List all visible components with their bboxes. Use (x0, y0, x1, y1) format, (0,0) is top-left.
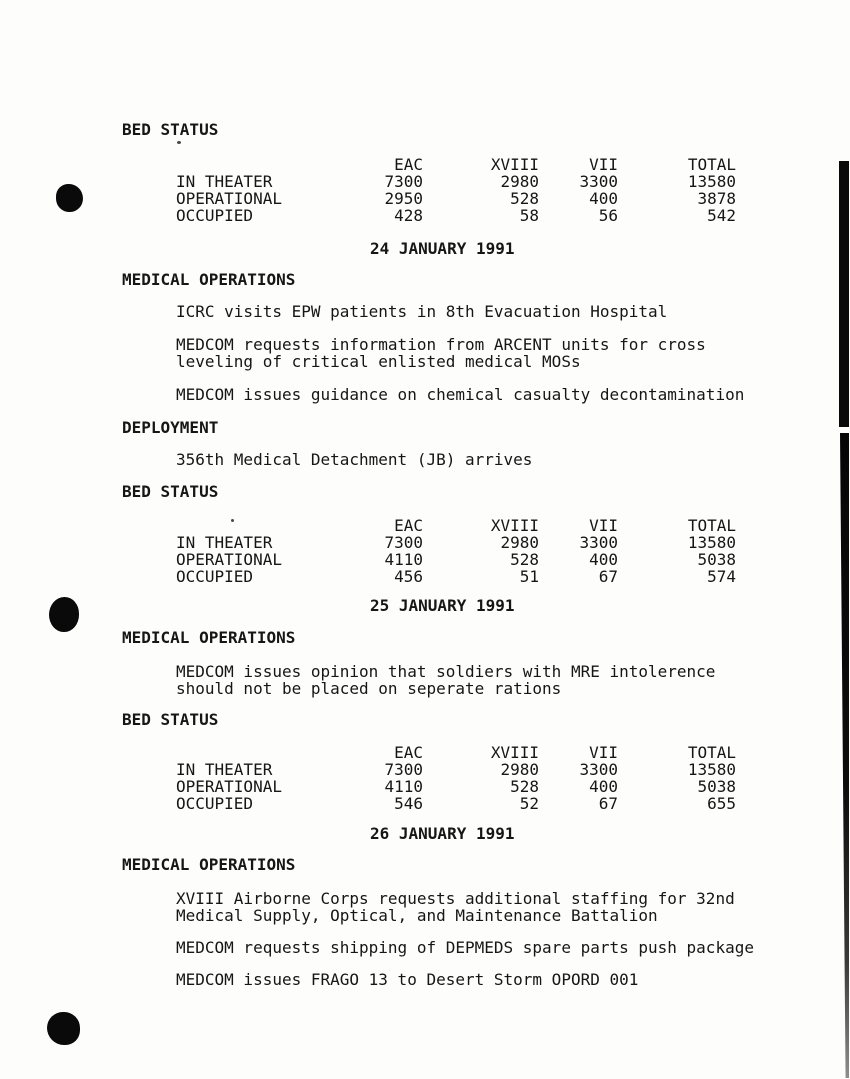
bed-status-row-label (176, 744, 321, 761)
bed-status-value: 58 (519, 206, 539, 225)
bed-status-heading: BED STATUS (122, 482, 219, 501)
bed-status-column-header: EAC (394, 516, 423, 535)
bed-status-value: 4110 (384, 777, 423, 796)
entry-line: MEDCOM requests shipping of DEPMEDS spare parts push package (176, 938, 754, 957)
bed-status-value: 7300 (384, 533, 423, 552)
bed-status-value: 655 (707, 794, 736, 813)
bed-status-header-row (176, 744, 736, 761)
hole-punch-mark (49, 597, 79, 632)
bed-status-column-header: VII (589, 155, 618, 174)
bed-status-heading: BED STATUS (122, 710, 219, 729)
bed-status-value: 5038 (697, 550, 736, 569)
bed-status-row (176, 778, 736, 795)
bed-status-row-label: IN THEATER (176, 533, 273, 552)
entry-line: should not be placed on seperate rations (176, 679, 562, 698)
bed-status-row-label: OCCUPIED (176, 206, 254, 225)
entry-line: MEDCOM issues guidance on chemical casualty decontamination (176, 385, 745, 404)
bed-status-value: 13580 (687, 172, 736, 191)
bed-status-row (176, 534, 736, 551)
scan-speck (177, 141, 181, 144)
log-entry (176, 336, 850, 370)
bed-status-column-header: EAC (394, 155, 423, 174)
bed-status-value: 5038 (697, 777, 736, 796)
bed-status-column-header: TOTAL (687, 516, 736, 535)
bed-status-value: 3300 (579, 533, 618, 552)
bed-status-column-header: TOTAL (687, 743, 736, 762)
medical-operations-heading: MEDICAL OPERATIONS (122, 270, 296, 289)
entry-line: XVIII Airborne Corps requests additional staffing for 32nd (176, 889, 735, 908)
bed-status-column-header: VII (589, 516, 618, 535)
bed-status-value: 400 (589, 550, 618, 569)
bed-status-table (176, 744, 736, 812)
bed-status-table (176, 517, 736, 585)
scan-speck (231, 519, 234, 522)
bed-status-row-label: IN THEATER (176, 760, 273, 779)
bed-status-column-header: XVIII (490, 516, 539, 535)
entry-line: MEDCOM issues opinion that soldiers with MRE intolerence (176, 662, 716, 681)
bed-status-value: 3878 (697, 189, 736, 208)
entry-line: MEDCOM requests information from ARCENT units for cross (176, 335, 706, 354)
bed-status-header-row (176, 156, 736, 173)
bed-status-value: 3300 (579, 172, 618, 191)
bed-status-value: 13580 (687, 533, 736, 552)
bed-status-value: 51 (519, 567, 539, 586)
binding-edge-bar (839, 161, 849, 427)
bed-status-row (176, 551, 736, 568)
bed-status-value: 67 (598, 794, 618, 813)
bed-status-column-header: XVIII (490, 743, 539, 762)
hole-punch-mark (47, 1012, 80, 1045)
bed-status-row (176, 761, 736, 778)
log-entry (176, 890, 850, 924)
bed-status-value: 7300 (384, 172, 423, 191)
log-entry (176, 971, 850, 988)
bed-status-column-header: XVIII (490, 155, 539, 174)
bed-status-heading: BED STATUS (122, 120, 219, 139)
bed-status-value: 7300 (384, 760, 423, 779)
bed-status-value: 546 (394, 794, 423, 813)
log-entry (176, 451, 850, 468)
date-heading: 24 JANUARY 1991 (370, 239, 515, 258)
medical-operations-heading: MEDICAL OPERATIONS (122, 628, 296, 647)
bed-status-value: 428 (394, 206, 423, 225)
hole-punch-mark (56, 184, 83, 212)
bed-status-row-label: OPERATIONAL (176, 777, 282, 796)
bed-status-value: 4110 (384, 550, 423, 569)
log-entry (176, 386, 850, 403)
deployment-heading: DEPLOYMENT (122, 418, 219, 437)
medical-operations-heading: MEDICAL OPERATIONS (122, 855, 296, 874)
bed-status-value: 528 (510, 550, 539, 569)
entry-line: ICRC visits EPW patients in 8th Evacuation Hospital (176, 302, 668, 321)
bed-status-value: 2980 (500, 172, 539, 191)
bed-status-value: 456 (394, 567, 423, 586)
bed-status-column-header: VII (589, 743, 618, 762)
log-entry (176, 303, 850, 320)
bed-status-row (176, 568, 736, 585)
entry-line: 356th Medical Detachment (JB) arrives (176, 450, 533, 469)
bed-status-header-row (176, 517, 736, 534)
bed-status-row-label: OPERATIONAL (176, 189, 282, 208)
bed-status-value: 574 (707, 567, 736, 586)
bed-status-row-label (176, 517, 321, 534)
bed-status-value: 2980 (500, 760, 539, 779)
bed-status-row-label: OPERATIONAL (176, 550, 282, 569)
bed-status-row-label: IN THEATER (176, 172, 273, 191)
bed-status-value: 528 (510, 777, 539, 796)
bed-status-column-header: EAC (394, 743, 423, 762)
bed-status-row (176, 190, 736, 207)
bed-status-value: 2950 (384, 189, 423, 208)
entry-line: MEDCOM issues FRAGO 13 to Desert Storm OPORD 001 (176, 970, 639, 989)
bed-status-value: 67 (598, 567, 618, 586)
bed-status-row-label: OCCUPIED (176, 567, 254, 586)
bed-status-row (176, 207, 736, 224)
entry-line: Medical Supply, Optical, and Maintenance Battalion (176, 906, 658, 925)
bed-status-value: 400 (589, 189, 618, 208)
bed-status-value: 3300 (579, 760, 618, 779)
log-entry (176, 663, 850, 697)
bed-status-row-label: OCCUPIED (176, 794, 254, 813)
bed-status-row (176, 795, 736, 812)
bed-status-value: 400 (589, 777, 618, 796)
bed-status-row-label (176, 156, 321, 173)
bed-status-row (176, 173, 736, 190)
entry-line: leveling of critical enlisted medical MOSs (176, 352, 581, 371)
bed-status-value: 52 (519, 794, 539, 813)
bed-status-column-header: TOTAL (687, 155, 736, 174)
date-heading: 26 JANUARY 1991 (370, 824, 515, 843)
bed-status-table (176, 156, 736, 224)
bed-status-value: 13580 (687, 760, 736, 779)
log-entry (176, 939, 850, 956)
bed-status-value: 2980 (500, 533, 539, 552)
date-heading: 25 JANUARY 1991 (370, 596, 515, 615)
bed-status-value: 528 (510, 189, 539, 208)
bed-status-value: 56 (598, 206, 618, 225)
bed-status-value: 542 (707, 206, 736, 225)
